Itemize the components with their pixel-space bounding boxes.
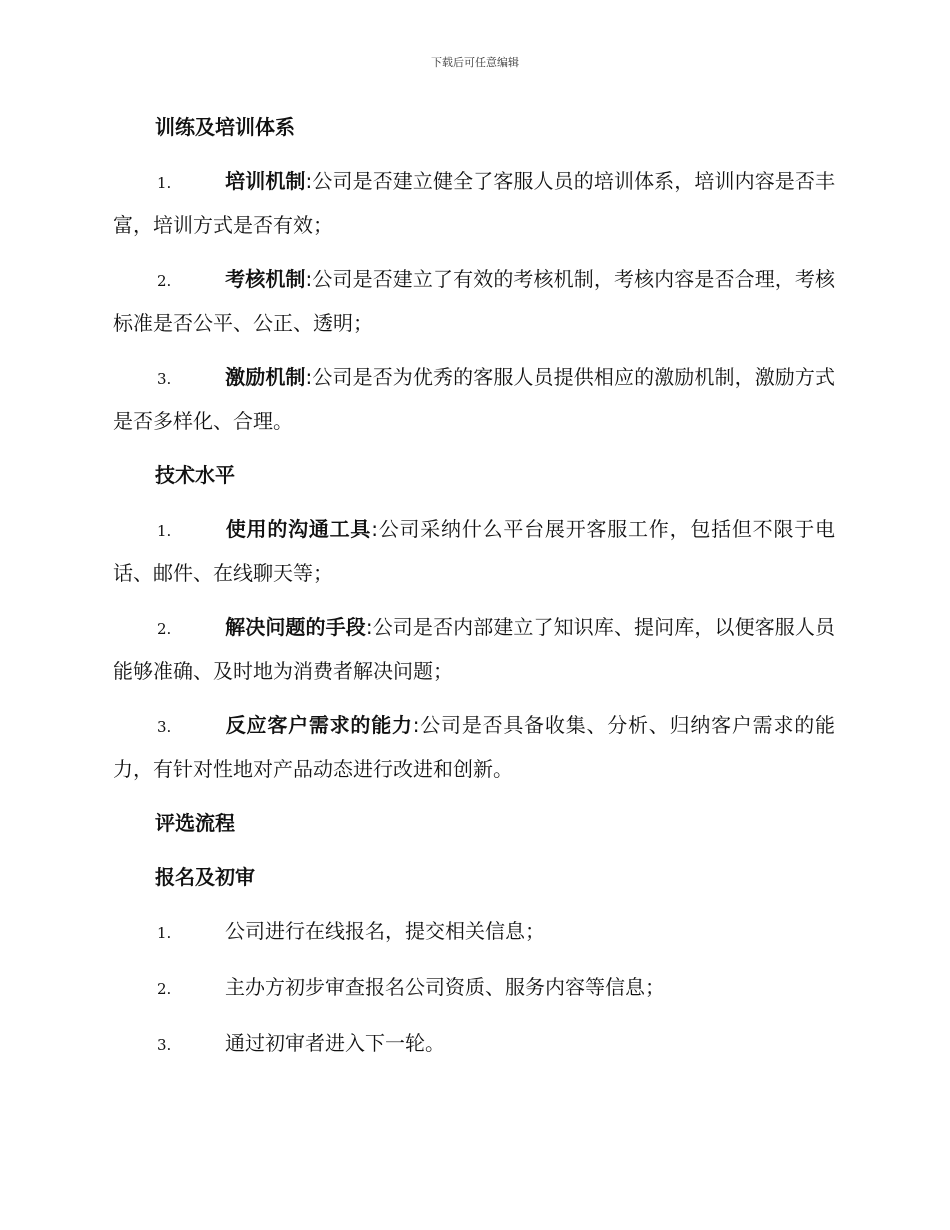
item-term: 反应客户需求的能力 <box>225 713 413 737</box>
list-item <box>113 356 835 442</box>
item-term: 考核机制 <box>225 267 306 291</box>
item-term: 使用的沟通工具 <box>225 517 372 541</box>
section-heading-tech: 技术水平 <box>155 463 235 487</box>
item-term: 激励机制 <box>225 365 306 389</box>
item-description: 公司是否为优秀的客服人员提供相应的激励机制，激励方式是否多样化、合理。 <box>113 365 836 433</box>
document-body <box>113 106 835 1078</box>
section-heading-training: 训练及培训体系 <box>155 115 295 139</box>
item-colon: : <box>305 169 313 193</box>
item-number: 2. <box>157 620 172 638</box>
list-item <box>113 910 835 954</box>
item-description: 公司进行在线报名，提交相关信息； <box>225 919 545 943</box>
list-item <box>113 508 835 594</box>
item-number: 2. <box>157 980 172 998</box>
item-number: 3. <box>157 718 172 736</box>
item-description: 公司是否内部建立了知识库、提问库，以便客服人员能够准确、及时地为消费者解决问题； <box>113 615 836 683</box>
list-item <box>113 704 835 790</box>
list-item <box>113 258 835 344</box>
item-colon: : <box>371 517 378 541</box>
item-description: 公司是否具备收集、分析、归纳客户需求的能力，有针对性地对产品动态进行改进和创新。 <box>113 713 835 781</box>
item-term: 解决问题的手段 <box>225 615 366 639</box>
list-item <box>113 606 835 692</box>
section-heading-registration: 报名及初审 <box>155 865 255 889</box>
item-description: 公司是否建立了有效的考核机制，考核内容是否合理，考核标准是否公平、公正、透明； <box>113 267 836 335</box>
item-number: 1. <box>157 174 172 192</box>
item-number: 3. <box>157 370 172 388</box>
section-heading-process: 评选流程 <box>155 811 235 835</box>
item-description: 公司是否建立健全了客服人员的培训体系，培训内容是否丰富，培训方式是否有效； <box>113 169 836 237</box>
item-number: 3. <box>157 1036 172 1054</box>
item-number: 1. <box>157 522 172 540</box>
list-item <box>113 160 835 246</box>
item-description: 主办方初步审查报名公司资质、服务内容等信息； <box>225 975 665 999</box>
item-colon: : <box>305 267 313 291</box>
page-header: 下载后可任意编辑 <box>431 56 519 69</box>
item-colon: : <box>412 713 420 737</box>
item-term: 培训机制 <box>225 169 306 193</box>
item-number: 2. <box>157 272 172 290</box>
item-description: 通过初审者进入下一轮。 <box>225 1031 445 1055</box>
list-item <box>113 1022 835 1066</box>
item-colon: : <box>365 615 373 639</box>
item-description: 公司采纳什么平台展开客服工作，包括但不限于电话、邮件、在线聊天等； <box>113 517 836 585</box>
item-colon: : <box>305 365 313 389</box>
item-number: 1. <box>157 924 172 942</box>
list-item <box>113 966 835 1010</box>
